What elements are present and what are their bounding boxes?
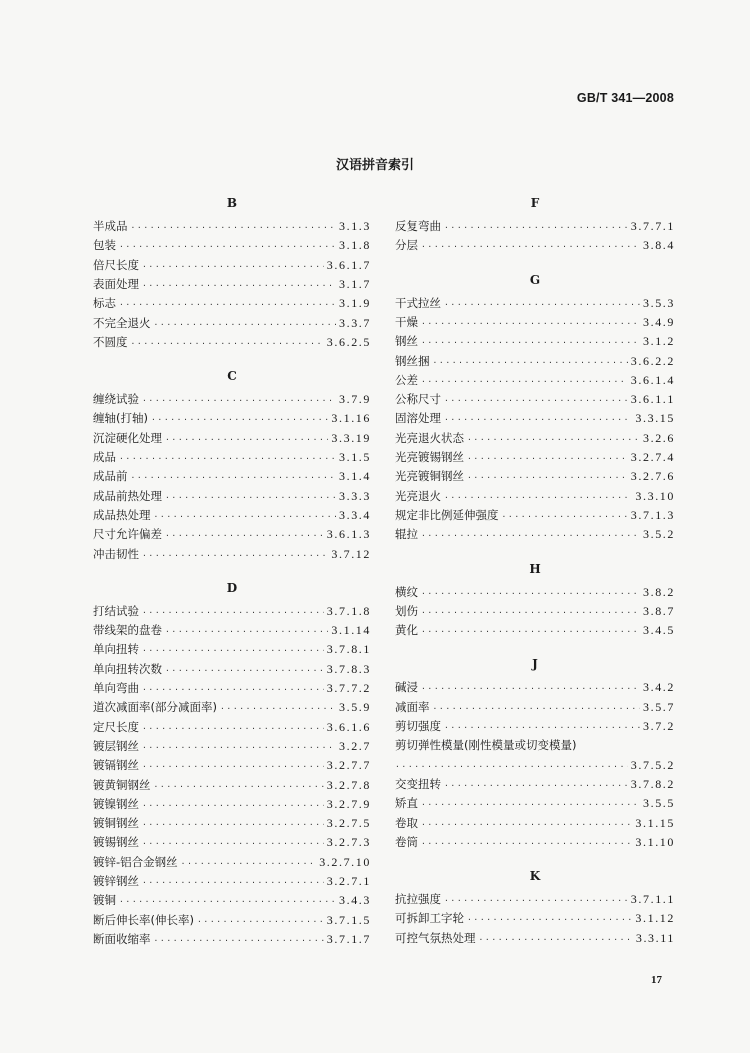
- leader-dots: [142, 643, 324, 659]
- clause-reference: 3.1.2: [643, 334, 675, 349]
- clause-reference: 3.6.1.6: [326, 719, 371, 734]
- index-entry: [395, 910, 675, 926]
- index-entry: [395, 391, 675, 407]
- leader-dots: [131, 336, 324, 352]
- index-entry: [395, 353, 675, 369]
- index-term: 标志: [93, 296, 116, 311]
- section-letter: J: [532, 657, 538, 672]
- index-term: 抗拉强度: [395, 892, 441, 907]
- clause-reference: 3.2.6: [643, 430, 675, 445]
- clause-reference: 3.4.3: [339, 893, 371, 908]
- index-term: 光亮退火状态: [395, 430, 464, 445]
- clause-reference: 3.3.7: [339, 315, 371, 330]
- clause-reference: 3.3.11: [635, 930, 675, 945]
- leader-dots: [151, 412, 328, 428]
- clause-reference: 3.7.1.8: [326, 603, 371, 618]
- leader-dots: [154, 933, 324, 949]
- clause-reference: 3.1.9: [339, 296, 371, 311]
- index-entry: [93, 777, 371, 793]
- index-term: 缠轴(打轴): [93, 411, 148, 426]
- leader-dots: [433, 701, 641, 717]
- index-entry: [395, 603, 675, 619]
- index-term: 可拆卸工字轮: [395, 911, 464, 926]
- leader-dots: [421, 797, 640, 813]
- leader-dots: [142, 278, 336, 294]
- clause-reference: 3.2.7: [339, 738, 371, 753]
- leader-dots: [142, 393, 336, 409]
- clause-reference: 3.4.9: [643, 314, 675, 329]
- clause-reference: 3.2.7.6: [630, 469, 675, 484]
- leader-dots: [165, 432, 328, 448]
- leader-dots: [395, 759, 628, 775]
- index-entry: [395, 815, 675, 831]
- clause-reference: 3.3.10: [635, 488, 675, 503]
- index-entry: [93, 661, 371, 677]
- clause-reference: 3.4.2: [643, 680, 675, 695]
- leader-dots: [444, 412, 632, 428]
- section-letter: D: [226, 580, 238, 595]
- index-entry: [395, 218, 675, 234]
- leader-dots: [444, 720, 640, 736]
- index-term: 辊拉: [395, 527, 418, 542]
- clause-reference: 3.7.1.5: [326, 912, 371, 927]
- index-term: 镀层钢丝: [93, 738, 139, 753]
- clause-reference: 3.7.7.1: [630, 219, 675, 233]
- index-term: 镀镉钢丝: [93, 758, 139, 773]
- index-term: 镀黄铜钢丝: [93, 777, 151, 792]
- index-entry: [395, 468, 675, 484]
- index-term: 镀铜钢丝: [93, 816, 139, 831]
- index-term: 剪切弹性模量(刚性模量或切变模量): [395, 738, 577, 753]
- clause-reference: 3.3.19: [331, 430, 371, 445]
- index-term: 打结试验: [93, 603, 139, 618]
- clause-reference: 3.5.5: [643, 796, 675, 811]
- leader-dots: [142, 817, 324, 833]
- leader-dots: [421, 528, 640, 544]
- clause-reference: 3.7.9: [339, 392, 371, 407]
- index-entry: [93, 641, 371, 657]
- index-term: 公差: [395, 372, 418, 387]
- leader-dots: [421, 817, 632, 833]
- index-entry: [395, 526, 675, 542]
- leader-dots: [154, 509, 337, 525]
- index-term: 光亮镀铜钢丝: [395, 469, 464, 484]
- clause-reference: 3.2.7.5: [326, 816, 371, 831]
- leader-dots: [467, 451, 628, 467]
- index-entry: [93, 488, 371, 504]
- index-term: 碱浸: [395, 680, 418, 695]
- index-term: 单向弯曲: [93, 681, 139, 695]
- index-term: 公称尺寸: [395, 392, 441, 407]
- clause-reference: 3.7.7.2: [326, 681, 371, 695]
- section-letter: F: [530, 196, 540, 210]
- index-term: 镀镍钢丝: [93, 796, 139, 811]
- index-term: 包装: [93, 238, 116, 253]
- leader-dots: [220, 701, 336, 717]
- leader-dots: [421, 836, 632, 852]
- leader-dots: [165, 490, 336, 506]
- clause-reference: 3.7.1.1: [630, 892, 675, 907]
- clause-reference: 3.2.7.10: [319, 854, 371, 869]
- index-term: 可控气氛热处理: [395, 930, 476, 945]
- clause-reference: 3.6.1.3: [326, 527, 371, 542]
- leader-dots: [421, 605, 640, 621]
- index-entry: [93, 854, 371, 870]
- index-term: 划伤: [395, 603, 418, 618]
- leader-dots: [421, 374, 628, 390]
- leader-dots: [142, 259, 324, 275]
- clause-reference: 3.1.8: [339, 238, 371, 253]
- leader-dots: [421, 335, 640, 351]
- clause-reference: 3.7.12: [331, 546, 371, 561]
- index-term: 干式拉丝: [395, 295, 441, 310]
- index-entry: [395, 834, 675, 850]
- leader-dots: [154, 317, 337, 333]
- index-term: 半成品: [93, 219, 128, 233]
- leader-dots: [197, 914, 324, 930]
- index-entry: [93, 334, 371, 350]
- clause-reference: 3.2.7.4: [630, 450, 675, 464]
- clause-reference: 3.1.5: [339, 450, 371, 464]
- index-term: 镀锌钢丝: [93, 874, 139, 888]
- leader-dots: [142, 721, 324, 737]
- index-entry: [395, 930, 675, 946]
- clause-reference: 3.1.10: [635, 834, 675, 849]
- leader-dots: [444, 778, 628, 794]
- index-entry: [93, 622, 371, 638]
- leader-dots: [467, 912, 632, 928]
- index-term: 减面率: [395, 699, 430, 714]
- clause-reference: 3.1.14: [331, 623, 371, 638]
- index-term: 剪切强度: [395, 719, 441, 733]
- index-term: 横纹: [395, 584, 418, 599]
- index-entry: [395, 507, 675, 523]
- clause-reference: 3.2.7.3: [326, 835, 371, 850]
- leader-dots: [119, 894, 336, 910]
- leader-dots: [181, 856, 317, 872]
- index-entry: [395, 776, 675, 792]
- index-entry: [93, 834, 371, 850]
- index-entry: [93, 892, 371, 908]
- index-term: 矫直: [395, 796, 418, 811]
- clause-reference: 3.5.3: [643, 295, 675, 310]
- index-term: 黄化: [395, 623, 418, 638]
- index-term: 不完全退火: [93, 315, 151, 330]
- index-term: 缠绕试验: [93, 392, 139, 407]
- index-term: 镀铜: [93, 893, 116, 908]
- clause-reference: 3.1.12: [635, 911, 675, 926]
- page-number: 17: [651, 974, 662, 986]
- leader-dots: [142, 836, 324, 852]
- index-entry: [93, 603, 371, 619]
- index-entry: [93, 719, 371, 735]
- index-entry: [93, 315, 371, 331]
- clause-reference: 3.3.4: [339, 507, 371, 522]
- clause-reference: 3.3.15: [635, 411, 675, 426]
- leader-dots: [444, 393, 628, 409]
- leader-dots: [502, 509, 628, 525]
- leader-dots: [467, 470, 628, 486]
- index-term: 钢丝: [395, 334, 418, 349]
- index-term: 成品热处理: [93, 507, 151, 522]
- index-term: 镀锡钢丝: [93, 835, 139, 850]
- leader-dots: [142, 740, 336, 756]
- leader-dots: [142, 548, 328, 564]
- index-entry: [93, 738, 371, 754]
- index-term: 干燥: [395, 314, 418, 329]
- index-entry: [93, 276, 371, 292]
- index-entry: [395, 757, 675, 773]
- index-term: 表面处理: [93, 276, 139, 291]
- clause-reference: 3.1.16: [331, 411, 371, 426]
- index-entry: [395, 237, 675, 253]
- leader-dots: [421, 586, 640, 602]
- clause-reference: 3.6.2.5: [326, 334, 371, 349]
- index-entry: [93, 757, 371, 773]
- index-entry: [395, 449, 675, 465]
- leader-dots: [131, 470, 337, 486]
- clause-reference: 3.7.8.3: [326, 661, 371, 676]
- clause-reference: 3.6.1.4: [630, 372, 675, 387]
- index-entry: [395, 488, 675, 504]
- section-letter: C: [227, 369, 237, 384]
- index-term: 断后伸长率(伸长率): [93, 912, 194, 927]
- clause-reference: 3.7.1.3: [630, 507, 675, 522]
- index-entry: [93, 218, 371, 234]
- clause-reference: 3.7.1.7: [326, 931, 371, 946]
- index-entry: [395, 718, 675, 734]
- section-letter: B: [226, 196, 238, 210]
- index-entry: [93, 468, 371, 484]
- clause-reference: 3.2.7.8: [326, 777, 371, 792]
- index-entry: [93, 873, 371, 889]
- leader-dots: [421, 239, 640, 255]
- index-term: 冲击韧性: [93, 546, 139, 561]
- clause-reference: 3.2.7.9: [326, 796, 371, 811]
- index-entry: [93, 237, 371, 253]
- section-letter: G: [529, 272, 541, 287]
- index-entry: [395, 891, 675, 907]
- index-entry: [395, 410, 675, 426]
- index-term: 尺寸允许偏差: [93, 527, 162, 542]
- leader-dots: [433, 355, 628, 371]
- index-entry: [395, 372, 675, 388]
- leader-dots: [421, 624, 640, 640]
- index-term: 道次减面率(部分减面率): [93, 700, 217, 715]
- clause-reference: 3.1.4: [339, 469, 371, 484]
- leader-dots: [142, 798, 324, 814]
- index-term: 规定非比例延伸强度: [395, 507, 499, 522]
- index-term: 成品前热处理: [93, 488, 162, 503]
- index-term: 单向扭转次数: [93, 661, 162, 676]
- index-entry: [395, 333, 675, 349]
- clause-reference: 3.1.7: [339, 276, 371, 291]
- index-term: 倍尺长度: [93, 257, 139, 272]
- leader-dots: [165, 624, 328, 640]
- clause-reference: 3.4.5: [643, 623, 675, 638]
- index-entry: [93, 546, 371, 562]
- leader-dots: [154, 779, 324, 795]
- index-entry: [395, 295, 675, 311]
- index-entry: [93, 257, 371, 273]
- clause-reference: 3.7.8.2: [630, 776, 675, 791]
- page-title: 汉语拼音索引: [335, 158, 414, 173]
- clause-reference: 3.7.2: [643, 719, 675, 733]
- leader-dots: [142, 875, 324, 891]
- index-entry: [93, 931, 371, 947]
- leader-dots: [479, 932, 633, 948]
- leader-dots: [131, 220, 337, 236]
- index-term: 钢丝捆: [395, 353, 430, 368]
- index-entry: [395, 622, 675, 638]
- clause-reference: 3.2.7.7: [326, 758, 371, 773]
- index-entry: [93, 430, 371, 446]
- index-entry: [93, 526, 371, 542]
- leader-dots: [119, 297, 336, 313]
- index-term: 交变扭转: [395, 776, 441, 791]
- leader-dots: [119, 451, 336, 467]
- index-entry: [93, 699, 371, 715]
- index-term: 反复弯曲: [395, 219, 441, 233]
- clause-reference: 3.2.7.1: [326, 874, 371, 888]
- index-entry: [395, 795, 675, 811]
- leader-dots: [467, 432, 640, 448]
- index-term: 带线架的盘卷: [93, 623, 162, 638]
- leader-dots: [142, 605, 324, 621]
- index-entry: [93, 680, 371, 696]
- section-letter: H: [529, 561, 541, 576]
- index-term: 成品: [93, 450, 116, 464]
- leader-dots: [165, 663, 324, 679]
- leader-dots: [444, 297, 640, 313]
- clause-reference: 3.7.8.1: [326, 642, 371, 657]
- index-entry: [93, 449, 371, 465]
- clause-reference: 3.5.2: [643, 527, 675, 542]
- clause-reference: 3.6.2.2: [630, 353, 675, 368]
- index-entry: [93, 912, 371, 928]
- clause-reference: 3.7.5.2: [630, 757, 675, 772]
- clause-reference: 3.1.3: [339, 219, 371, 233]
- index-entry: [93, 295, 371, 311]
- index-term: 卷取: [395, 815, 418, 830]
- clause-reference: 3.5.9: [339, 700, 371, 715]
- index-term: 光亮镀锡钢丝: [395, 450, 464, 464]
- index-term: 分层: [395, 238, 418, 253]
- clause-reference: 3.8.7: [643, 603, 675, 618]
- clause-reference: 3.6.1.7: [326, 257, 371, 272]
- index-entry: [395, 430, 675, 446]
- leader-dots: [142, 759, 324, 775]
- leader-dots: [444, 220, 628, 236]
- leader-dots: [444, 893, 628, 909]
- index-term: 定尺长度: [93, 719, 139, 734]
- index-term: 卷筒: [395, 834, 418, 849]
- clause-reference: 3.8.2: [643, 584, 675, 599]
- index-term: 不圆度: [93, 334, 128, 349]
- index-entry: [93, 815, 371, 831]
- clause-reference: 3.8.4: [643, 238, 675, 253]
- leader-dots: [165, 528, 324, 544]
- leader-dots: [142, 682, 324, 698]
- standard-code-header: GB/T 341—2008: [576, 91, 674, 105]
- leader-dots: [119, 239, 336, 255]
- clause-reference: 3.1.15: [635, 815, 675, 830]
- index-entry: [93, 796, 371, 812]
- index-term: 断面收缩率: [93, 931, 151, 946]
- index-entry: [395, 699, 675, 715]
- index-entry: [93, 391, 371, 407]
- index-entry: [395, 679, 675, 695]
- leader-dots: [421, 316, 640, 332]
- index-entry: [93, 410, 371, 426]
- index-term: 成品前: [93, 469, 128, 484]
- index-term: 镀锌-铝合金钢丝: [93, 854, 178, 869]
- index-entry: [93, 507, 371, 523]
- index-entry: [395, 584, 675, 600]
- leader-dots: [444, 490, 632, 506]
- clause-reference: 3.6.1.1: [630, 392, 675, 407]
- clause-reference: 3.3.3: [339, 488, 371, 503]
- index-entry: [395, 737, 675, 753]
- index-term: 单向扭转: [93, 642, 139, 657]
- index-term: 固溶处理: [395, 411, 441, 426]
- clause-reference: 3.5.7: [643, 699, 675, 714]
- index-term: 光亮退火: [395, 488, 441, 503]
- section-letter: K: [529, 869, 541, 884]
- index-entry: [395, 314, 675, 330]
- leader-dots: [421, 681, 640, 697]
- index-term: 沉淀硬化处理: [93, 430, 162, 445]
